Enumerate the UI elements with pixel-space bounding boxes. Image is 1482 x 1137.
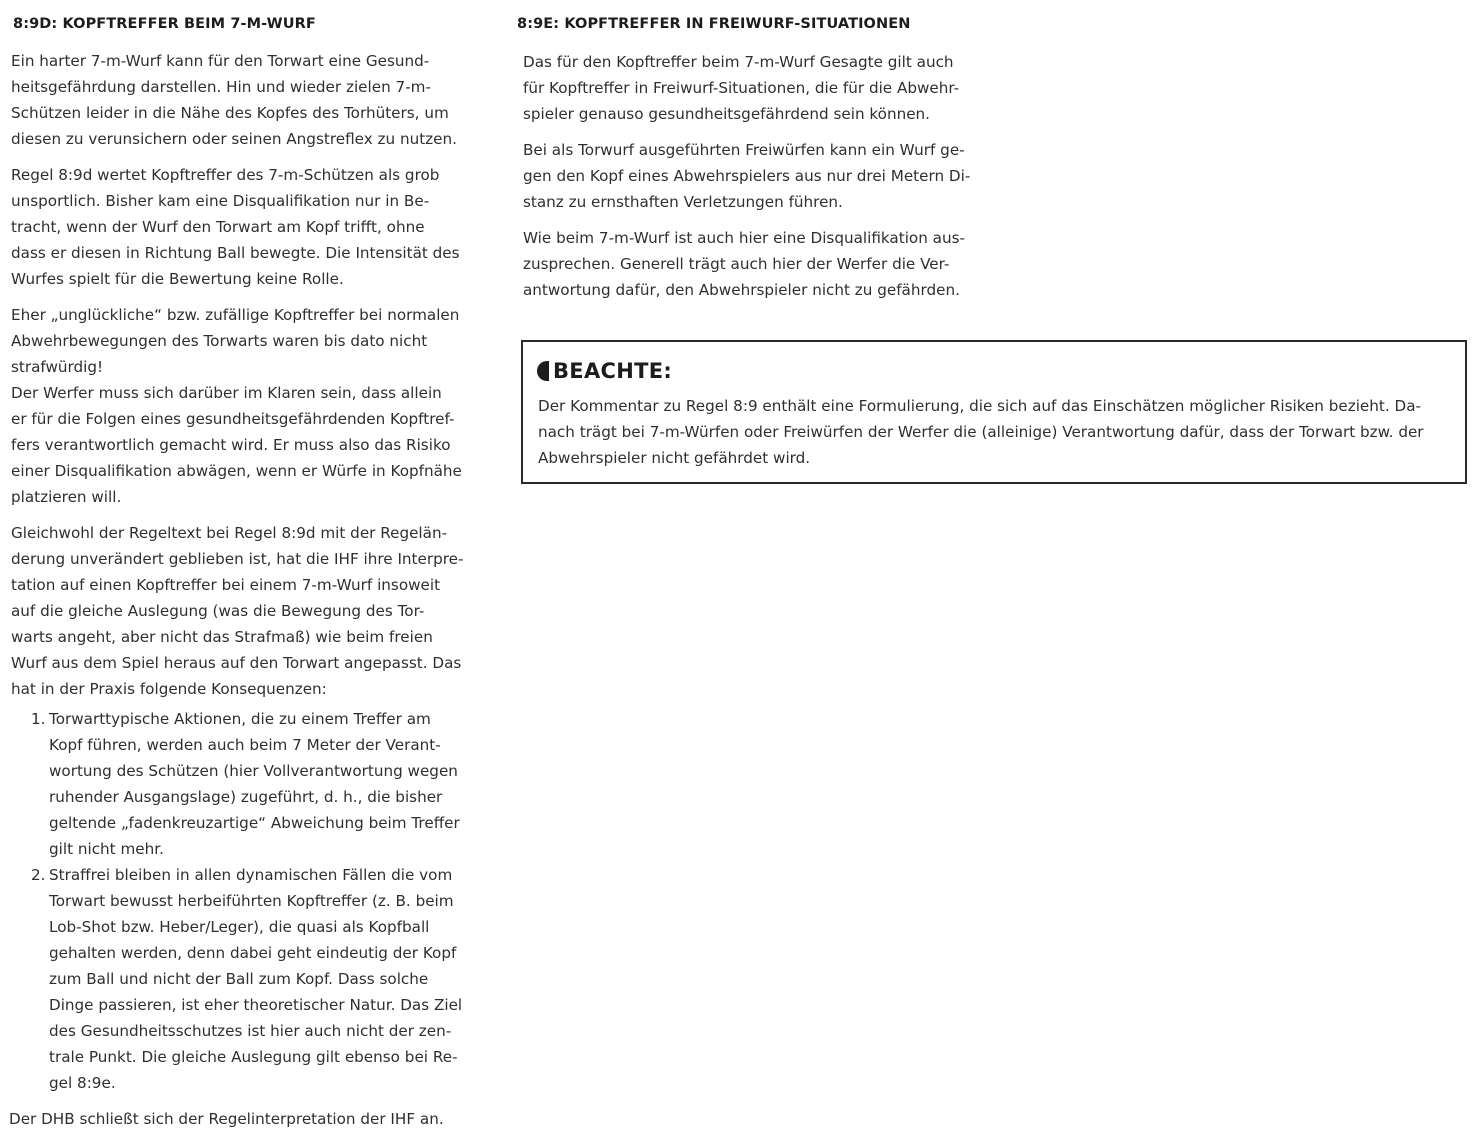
text-line: Lob-Shot bzw. Heber/Leger), die quasi als Kopfball: [49, 918, 430, 936]
text-line: dass er diesen in Richtung Ball bewegte. Die Intensität des: [11, 244, 460, 262]
text-line: nach trägt bei 7-m-Würfen oder Freiwürfen der Werfer die (alleinige) Verantwortung dafür, dass der Torwart bzw. der: [538, 423, 1424, 441]
consequences-list: [31, 706, 463, 1096]
text-line: spieler genauso gesundheitsgefährdend sein können.: [523, 105, 931, 123]
text-line: diesen zu verunsichern oder seinen Angstreflex zu nutzen.: [11, 130, 457, 148]
text-line: heitsgefährdung darstellen. Hin und wieder zielen 7-m-: [11, 78, 431, 96]
notice-header: [537, 356, 672, 386]
notice-text: [538, 393, 1424, 471]
text-line: des Gesundheitsschutzes ist hier auch nicht der zen-: [49, 1022, 452, 1040]
text-line: Bei als Torwurf ausgeführten Freiwürfen kann ein Wurf ge-: [523, 141, 965, 159]
half-moon-icon: [537, 361, 549, 381]
text-line: wortung des Schützen (hier Vollverantwortung wegen: [49, 762, 458, 780]
text-line: strafwürdig!: [11, 358, 104, 376]
text-line: Der Kommentar zu Regel 8:9 enthält eine Formulierung, die sich auf das Einschätzen möglicher Risiken bezieht. Da-: [538, 397, 1421, 415]
text-line: Der Werfer muss sich darüber im Klaren sein, dass allein: [11, 384, 442, 402]
text-line: einer Disqualifikation abwägen, wenn er Würfe in Kopfnähe: [11, 462, 462, 480]
text-line: Abwehrbewegungen des Torwarts waren bis dato nicht: [11, 332, 428, 350]
paragraph-1: [523, 49, 959, 127]
text-line: Wurfes spielt für die Bewertung keine Rolle.: [11, 270, 344, 288]
text-line: stanz zu ernsthaften Verletzungen führen.: [523, 193, 843, 211]
closing-paragraph: [9, 1106, 444, 1132]
text-line: geltende „fadenkreuzartige“ Abweichung beim Treffer: [49, 814, 460, 832]
text-line: Wie beim 7-m-Wurf ist auch hier eine Disqualifikation aus-: [523, 229, 965, 247]
text-line: auf die gleiche Auslegung (was die Bewegung des Tor-: [11, 602, 425, 620]
text-line: hat in der Praxis folgende Konsequenzen:: [11, 680, 327, 698]
text-line: Torwart bewusst herbeiführten Kopftreffer (z. B. beim: [49, 892, 454, 910]
text-line: tation auf einen Kopftreffer bei einem 7-m-Wurf insoweit: [11, 576, 441, 594]
paragraph-3: [523, 225, 965, 303]
notice-title: BEACHTE:: [553, 359, 673, 383]
text-line: trale Punkt. Die gleiche Auslegung gilt ebenso bei Re-: [49, 1048, 458, 1066]
text-line: platzieren will.: [11, 488, 122, 506]
text-line: unsportlich. Bisher kam eine Disqualifikation nur in Be-: [11, 192, 430, 210]
paragraph-1: [11, 48, 457, 152]
paragraph-4: [11, 520, 463, 702]
text-line: gehalten werden, denn dabei geht eindeutig der Kopf: [49, 944, 457, 962]
text-line: fers verantwortlich gemacht wird. Er muss also das Risiko: [11, 436, 451, 454]
text-line: Regel 8:9d wertet Kopftreffer des 7-m-Schützen als grob: [11, 166, 440, 184]
section-heading-8-9e: 8:9E: KOPFTREFFER IN FREIWURF-SITUATIONEN: [517, 16, 911, 32]
text-line: Schützen leider in die Nähe des Kopfes des Torhüters, um: [11, 104, 449, 122]
text-line: Eher „unglückliche“ bzw. zufällige Kopftreffer bei normalen: [11, 306, 460, 324]
text-line: gel 8:9e.: [49, 1074, 116, 1092]
list-number: 1.: [31, 710, 46, 728]
text-line: er für die Folgen eines gesundheitsgefährdenden Kopftref-: [11, 410, 455, 428]
text-line: Das für den Kopftreffer beim 7-m-Wurf Gesagte gilt auch: [523, 53, 954, 71]
text-line: antwortung dafür, den Abwehrspieler nicht zu gefährden.: [523, 281, 960, 299]
text-line: zusprechen. Generell trägt auch hier der Werfer die Ver-: [523, 255, 950, 273]
text-line: Gleichwohl der Regeltext bei Regel 8:9d mit der Regelän-: [11, 524, 448, 542]
text-line: Kopf führen, werden auch beim 7 Meter der Verant-: [49, 736, 441, 754]
list-item: [31, 862, 463, 1096]
text-line: derung unverändert geblieben ist, hat die IHF ihre Interpre-: [11, 550, 464, 568]
text-line: warts angeht, aber nicht das Strafmaß) wie beim freien: [11, 628, 433, 646]
list-item: [31, 706, 462, 862]
notice-box: [521, 340, 1467, 484]
paragraph-3: [11, 302, 462, 510]
text-line: Torwarttypische Aktionen, die zu einem Treffer am: [49, 710, 431, 728]
paragraph-2: [11, 162, 460, 292]
text-line: ruhender Ausgangslage) zugeführt, d. h., die bisher: [49, 788, 443, 806]
text-line: Straffrei bleiben in allen dynamischen Fällen die vom: [49, 866, 453, 884]
text-line: für Kopftreffer in Freiwurf-Situationen, die für die Abwehr-: [523, 79, 960, 97]
text-line: gilt nicht mehr.: [49, 840, 164, 858]
text-line: Dinge passieren, ist eher theoretischer Natur. Das Ziel: [49, 996, 463, 1014]
text-line: Ein harter 7-m-Wurf kann für den Torwart eine Gesund-: [11, 52, 430, 70]
text-line: Der DHB schließt sich der Regelinterpretation der IHF an.: [9, 1110, 444, 1128]
section-heading-8-9d: 8:9D: KOPFTREFFER BEIM 7-M-WURF: [13, 16, 316, 32]
text-line: zum Ball und nicht der Ball zum Kopf. Dass solche: [49, 970, 429, 988]
list-number: 2.: [31, 866, 46, 884]
paragraph-2: [523, 137, 970, 215]
text-line: Abwehrspieler nicht gefährdet wird.: [538, 449, 811, 467]
text-line: tracht, wenn der Wurf den Torwart am Kopf trifft, ohne: [11, 218, 425, 236]
text-line: Wurf aus dem Spiel heraus auf den Torwart angepasst. Das: [11, 654, 462, 672]
text-line: gen den Kopf eines Abwehrspielers aus nur drei Metern Di-: [523, 167, 971, 185]
